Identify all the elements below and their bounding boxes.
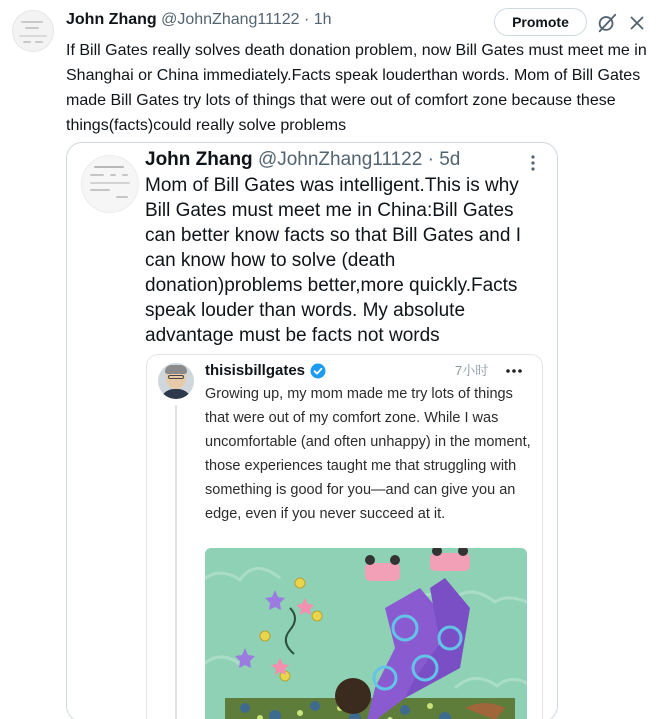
quoted-tweet-timestamp[interactable]: 5d xyxy=(439,149,461,170)
quoted-tweet-header xyxy=(145,148,460,172)
grok-icon[interactable] xyxy=(596,12,618,34)
more-icon xyxy=(505,362,523,380)
quoted-author-name[interactable]: John Zhang xyxy=(145,149,253,170)
tweet-timestamp[interactable]: 1h xyxy=(313,11,332,28)
vertical-more-icon[interactable] xyxy=(523,153,543,173)
thread-line xyxy=(175,405,177,719)
tweet-text: If Bill Gates really solves death donation problem, now Bill Gates must meet me in Shanghai or China immediately.Facts speak louderthan words. Mom of Bill Gates made Bill Gates try lots of things that were out of comfort zone because these things(facts)could really solve problems xyxy=(66,42,647,134)
close-icon[interactable] xyxy=(626,12,648,34)
embedded-author-name: thisisbillgates xyxy=(205,362,306,379)
promote-button[interactable]: Promote xyxy=(494,8,587,36)
quoted-tweet-text: Mom of Bill Gates was intelligent.This is why Bill Gates must meet me in China:Bill Gates can better know facts so that Bill Gates and I can know how to solve (death donation)problems better,more quickly.Facts speak louder than words. My absolute advantage must be facts not words xyxy=(145,175,521,346)
author-name[interactable]: John Zhang xyxy=(66,11,157,28)
embedded-author-avatar xyxy=(158,363,194,399)
quoted-tweet-card[interactable] xyxy=(66,142,558,719)
illustration-image xyxy=(205,548,527,719)
quoted-author-handle[interactable]: @JohnZhang11122 xyxy=(257,149,423,170)
separator-dot: · xyxy=(427,149,434,170)
embedded-post-time: 7小时 xyxy=(455,363,489,378)
verified-badge-icon xyxy=(310,363,326,379)
separator-dot: · xyxy=(303,11,310,28)
author-handle[interactable]: @JohnZhang11122 xyxy=(161,11,300,28)
tweet-header xyxy=(66,10,332,30)
embedded-post-text: Growing up, my mom made me try lots of things that were out of my comfort zone. While I was uncomfortable (and often unhappy) in the moment, those experiences taught me that struggling with something is good for you—and can give you an edge, even if you never succeed at it. xyxy=(205,386,531,522)
author-avatar[interactable] xyxy=(12,10,54,52)
embedded-post-screenshot xyxy=(146,354,543,719)
quoted-author-avatar[interactable] xyxy=(81,155,139,213)
